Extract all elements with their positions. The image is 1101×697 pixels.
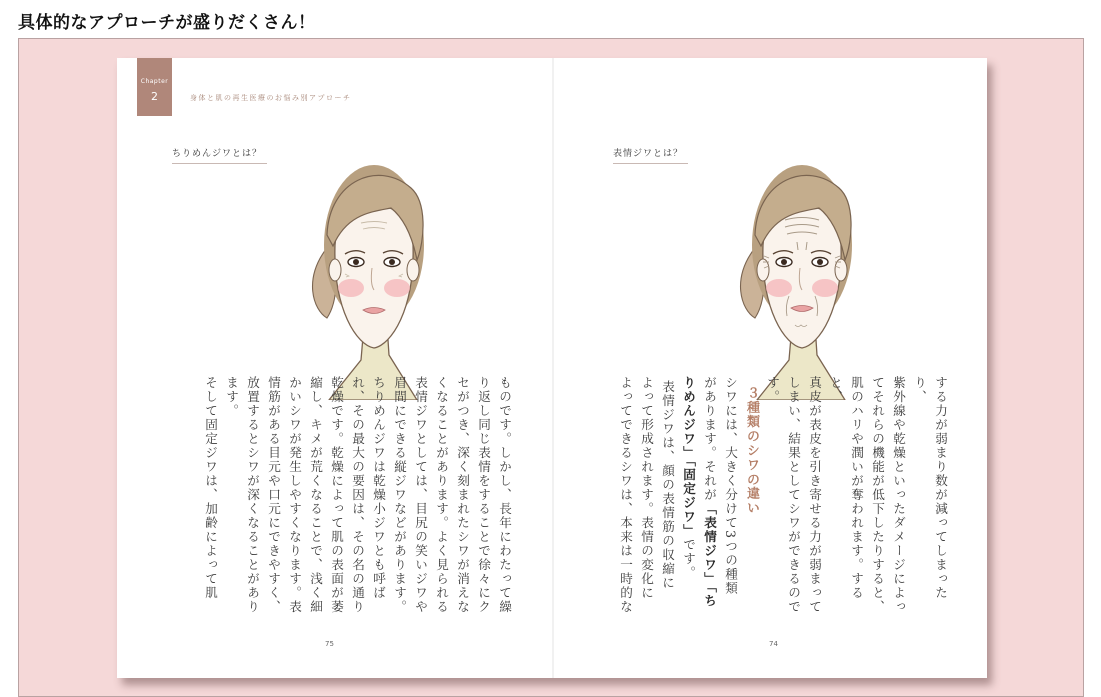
text-line: そして固定ジワは、加齢によって肌 (203, 376, 218, 600)
section-title-hyojo: 表情ジワとは？ (613, 146, 688, 164)
text-line: 放置するとシワが深くなることがあり (245, 376, 260, 614)
text-line: 表情ジワとしては、目尻の笑いジワや (413, 376, 428, 614)
body-text-left (175, 376, 515, 616)
text-line: しまい、結果としてシワができるので (786, 376, 801, 614)
text-line: くなることがあります。よく見られる (434, 376, 449, 614)
text-line: 肌のハリや潤いが奪われます。すると、 (828, 376, 864, 600)
subheading-three-types: ３種類のシワの違い (744, 386, 759, 516)
text-line: 情筋がある目元や口元にできやすく、 (266, 376, 281, 614)
text-line: 真皮が表皮を引き寄せる力が弱まって (807, 376, 822, 614)
page-heading: 具体的なアプローチが盛りだくさん！ (18, 13, 316, 33)
text-line: する力が弱まり数が減ってしまったり、 (912, 376, 948, 600)
text-span: です。 (681, 537, 696, 580)
book-spread (117, 58, 987, 678)
body-text-right (611, 376, 951, 616)
chapter-word: Chapter (140, 78, 169, 85)
page-number-right: 74 (769, 640, 778, 648)
text-line: れ、その最大の要因は、その名の通り (350, 376, 365, 614)
text-line: り返し同じ表情をすることで徐々にク (476, 376, 491, 614)
face-expression-wrinkles-icon (727, 150, 862, 400)
chapter-number: 2 (151, 90, 158, 103)
text-line: シワには、大きく分けて3つの種類 (723, 376, 738, 596)
text-line: 紫外線や乾燥といったダメージによっ (891, 376, 906, 614)
page-number-left: 75 (325, 640, 334, 648)
bold-term: りめんジワ」「固定ジワ」 (681, 376, 696, 538)
text-line: てそれらの機能が低下したりすると、 (870, 376, 885, 614)
text-line: かいシワが発生しやすくなります。表 (287, 376, 302, 614)
text-line: よって形成されます。表情の変化に (639, 376, 654, 600)
chapter-tab (137, 58, 172, 116)
text-line: 眉間にできる縦ジワなどがあります。 (392, 376, 407, 614)
text-line: す。 (765, 376, 780, 404)
text-line: ます。 (224, 376, 239, 418)
book-gutter (552, 58, 554, 678)
text-line (678, 376, 699, 616)
text-line: 縮し、キメが荒くなることで、浅く細 (308, 376, 323, 614)
text-line (699, 376, 720, 616)
face-fine-wrinkles-icon (299, 150, 434, 400)
running-title: 身体と肌の再生医療のお悩み別アプローチ (190, 94, 352, 102)
text-line: ものです。しかし、長年にわたって繰 (497, 376, 512, 614)
text-span: があります。それが (702, 376, 717, 502)
text-line: セがつき、深く刻まれたシワが消えな (455, 376, 470, 614)
bold-term: 「表情ジワ」「ち (702, 502, 717, 608)
text-line: 表情ジワは、顔の表情筋の収縮に (660, 380, 675, 590)
text-line: 乾燥です。乾燥によって肌の表面が萎 (329, 376, 344, 614)
text-line: よってできるシワは、本来は一時的な (618, 376, 633, 614)
text-line: ちりめんジワは乾燥小ジワとも呼ば (371, 376, 386, 600)
section-title-chirimen: ちりめんジワとは？ (172, 146, 267, 164)
